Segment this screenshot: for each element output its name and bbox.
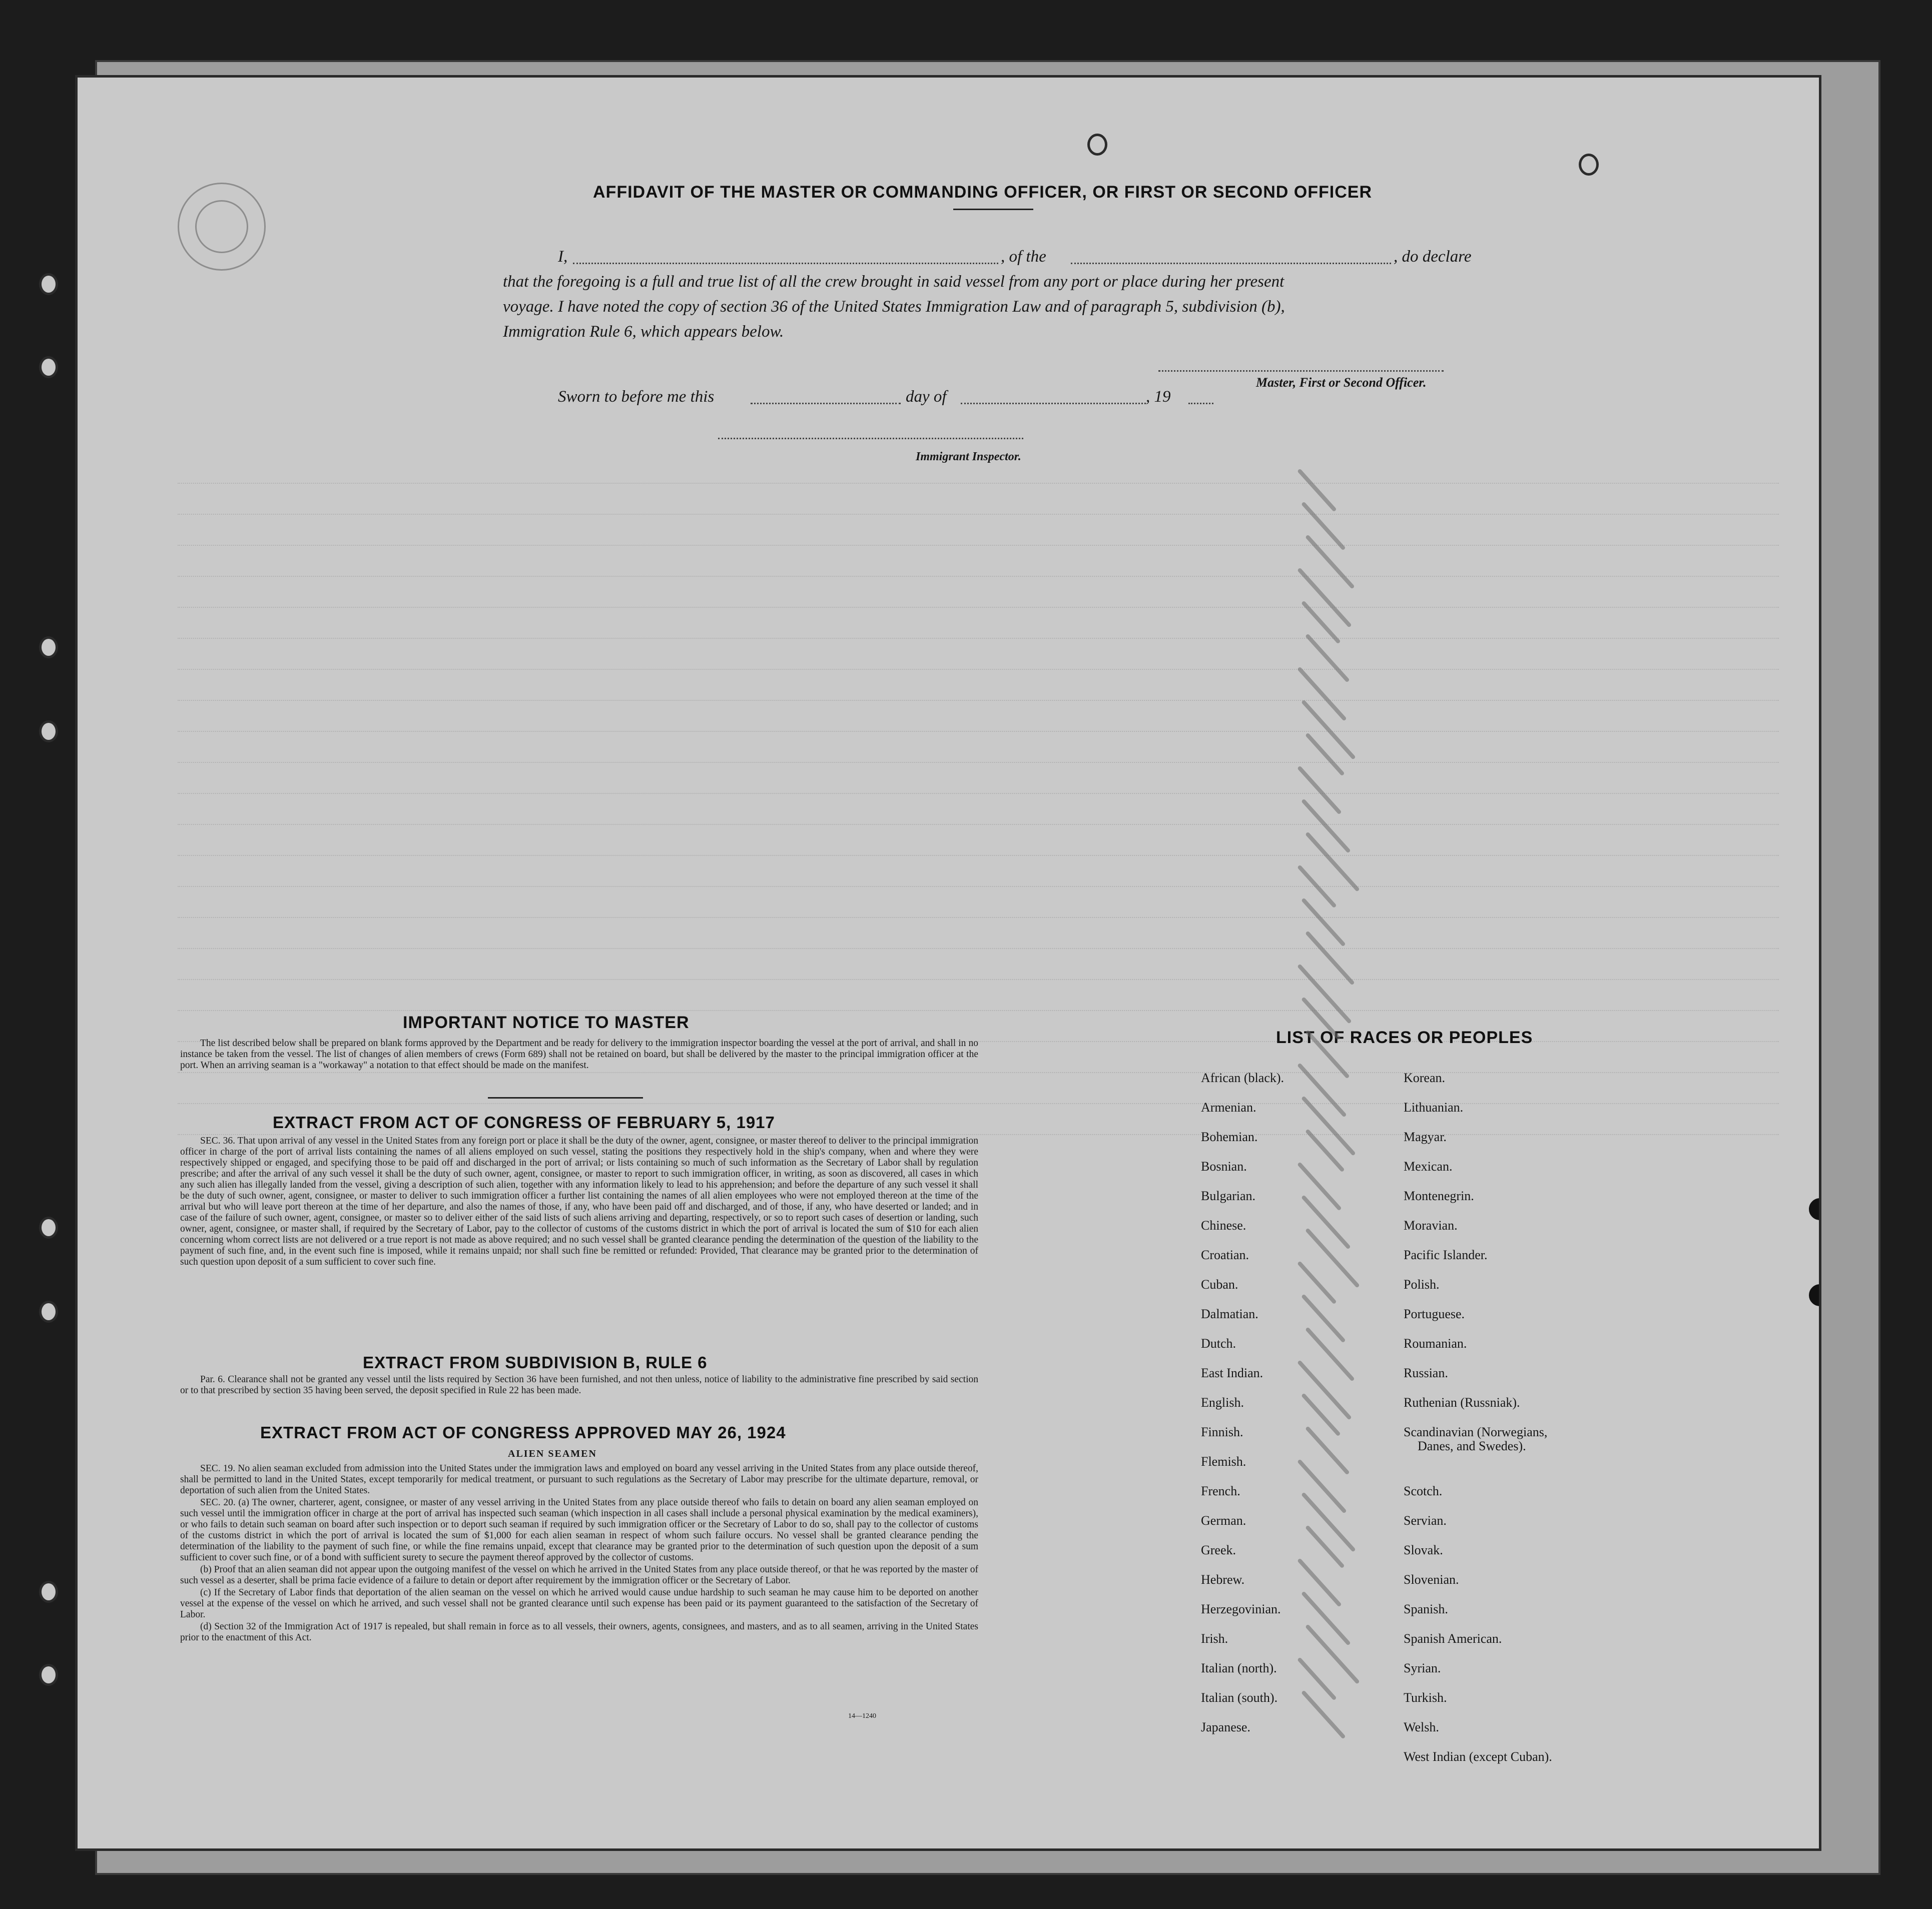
bleed-through-row bbox=[178, 654, 1779, 670]
punch-hole bbox=[1087, 134, 1107, 156]
race-item: Bulgarian. bbox=[1201, 1189, 1256, 1203]
race-item: Turkish. bbox=[1404, 1690, 1447, 1705]
bleed-through-row bbox=[178, 468, 1779, 484]
sworn-month-line bbox=[961, 403, 1146, 404]
race-item: Hebrew. bbox=[1201, 1572, 1245, 1587]
punch-hole bbox=[39, 1664, 58, 1686]
punch-hole bbox=[1819, 867, 1821, 889]
sec20b-paragraph: (b) Proof that an alien seaman did not appear upon the outgoing manifest of the vessel on which he arrived in the United States from any place outside thereof, or that he was reported by the master of such vessel as a deserter, shall be prima facie evidence of a failure to detain or deport after requirement by the immigration officer or the Secretary of Labor. bbox=[180, 1564, 978, 1586]
punch-hole bbox=[39, 720, 58, 742]
extract-rule6-text bbox=[180, 1374, 978, 1397]
race-item: African (black). bbox=[1201, 1071, 1284, 1085]
race-item: Spanish American. bbox=[1404, 1631, 1502, 1646]
affidavit-line3: voyage. I have noted the copy of section 36 of the United States Immigration Law and of paragraph 5, subdivision (b), bbox=[503, 298, 1285, 316]
race-item: Mexican. bbox=[1404, 1159, 1453, 1174]
race-item: Scotch. bbox=[1404, 1484, 1443, 1498]
extract-rule6-paragraph: Par. 6. Clearance shall not be granted any vessel until the lists required by Section 36 have been furnished, and not then unless, notice of liability to the administrative fine prescribed by said section or to that prescribed by section 35 having been served, the deposit specified in Rule 22 has been made. bbox=[180, 1374, 978, 1396]
extract-1924-title: EXTRACT FROM ACT OF CONGRESS APPROVED MAY 26, 1924 bbox=[260, 1423, 786, 1442]
sec20d-paragraph: (d) Section 32 of the Immigration Act of 1917 is repealed, but shall remain in force as to all vessels, their owners, agents, consignees, and masters, and as to all seamen, arriving in the United States prior to the enactment of this Act. bbox=[180, 1621, 978, 1643]
race-item: Greek. bbox=[1201, 1543, 1236, 1557]
race-item: Bohemian. bbox=[1201, 1130, 1258, 1144]
sworn-prefix: Sworn to before me this bbox=[558, 388, 715, 406]
punch-hole bbox=[39, 273, 58, 295]
bleed-through-row bbox=[178, 623, 1779, 639]
race-item: Slovak. bbox=[1404, 1543, 1443, 1557]
pen-mark bbox=[1297, 1162, 1342, 1211]
punch-hole bbox=[1809, 1284, 1821, 1306]
bleed-through-row bbox=[178, 1088, 1779, 1104]
notice-paragraph: The list described below shall be prepared on blank forms approved by the Department and be ready for delivery to the immigration inspector boarding the vessel at the port of arrival, and shall in no instance be taken from the vessel. The list of changes of alien members of crews (Form 689) shall not be retained on board, but shall be delivered by the master to the principal immigration officer at the port. When an arriving seaman is a "workaway" a notation to that effect should be made on the manifest. bbox=[180, 1038, 978, 1071]
sworn-year-line bbox=[1188, 403, 1213, 404]
race-item: Italian (south). bbox=[1201, 1690, 1278, 1705]
notice-rule bbox=[488, 1097, 643, 1099]
punch-hole bbox=[39, 356, 58, 378]
document-page bbox=[75, 75, 1821, 1851]
bleed-through-row bbox=[178, 809, 1779, 825]
punch-hole bbox=[39, 1581, 58, 1603]
notice-text bbox=[180, 1038, 978, 1072]
bleed-through-row bbox=[178, 778, 1779, 794]
sworn-suffix: , 19 bbox=[1146, 388, 1171, 406]
race-item: French. bbox=[1201, 1484, 1240, 1498]
race-item: Russian. bbox=[1404, 1366, 1448, 1380]
race-item: Dalmatian. bbox=[1201, 1307, 1258, 1321]
bleed-through-row bbox=[178, 871, 1779, 887]
punch-hole bbox=[1819, 709, 1821, 731]
race-item: Armenian. bbox=[1201, 1100, 1256, 1115]
extract-rule6-title: EXTRACT FROM SUBDIVISION B, RULE 6 bbox=[363, 1353, 708, 1372]
race-item: Irish. bbox=[1201, 1631, 1228, 1646]
race-item: Herzegovinian. bbox=[1201, 1602, 1281, 1616]
pen-mark bbox=[1301, 1195, 1351, 1249]
inspector-signature-line bbox=[718, 438, 1023, 439]
bleed-through-row bbox=[178, 685, 1779, 701]
race-item: Danes, and Swedes). bbox=[1418, 1439, 1526, 1453]
punch-hole bbox=[1579, 154, 1599, 176]
master-signature-line bbox=[1158, 370, 1444, 372]
punch-hole bbox=[39, 1301, 58, 1323]
race-item: Lithuanian. bbox=[1404, 1100, 1464, 1115]
embossed-seal-inner bbox=[195, 200, 248, 253]
vessel-field-line bbox=[1071, 263, 1391, 264]
race-item: Moravian. bbox=[1404, 1218, 1458, 1233]
race-item: Spanish. bbox=[1404, 1602, 1448, 1616]
bleed-through-row bbox=[178, 499, 1779, 515]
race-item: German. bbox=[1201, 1513, 1246, 1528]
sec20a-paragraph: SEC. 20. (a) The owner, charterer, agent, consignee, or master of any vessel arriving in the United States from any place outside thereof who fails to detain on board any alien seaman employed on such vessel until the immigration officer in charge at the port of arrival has inspected such seaman (which inspection in all cases shall include a personal physical examination by the medical examiners), or who fails to detain such seaman on board after such inspection or to deport such seaman if required by such immigration officer or the Secretary of Labor to do so, shall pay to the collector of customs of the customs district in which the port of arrival is located the sum of $1,000 for each alien seaman in respect of whom such failure occurs. No vessel shall be granted clearance pending the determination of the liability to the payment of such fine, or while the fine remains unpaid, except that clearance may be granted prior to the determination of such question upon the deposit of a sum sufficient to cover such fine, or of a bond with sufficient surety to secure the payment thereof approved by the collector of customs. bbox=[180, 1497, 978, 1563]
pen-mark bbox=[1297, 1558, 1342, 1607]
pen-mark bbox=[1301, 1492, 1356, 1552]
bleed-through-row bbox=[178, 592, 1779, 608]
bleed-through-row bbox=[178, 840, 1779, 856]
affidavit-title: AFFIDAVIT OF THE MASTER OR COMMANDING OFFICER, OR FIRST OR SECOND OFFICER bbox=[593, 183, 1372, 202]
extract-1924-text bbox=[180, 1463, 978, 1645]
extract-1917-title: EXTRACT FROM ACT OF CONGRESS OF FEBRUARY 5, 1917 bbox=[273, 1113, 775, 1132]
bleed-through-row bbox=[178, 902, 1779, 918]
race-item: Scandinavian (Norwegians, bbox=[1404, 1425, 1548, 1439]
bleed-through-row bbox=[178, 933, 1779, 949]
race-item: Korean. bbox=[1404, 1071, 1446, 1085]
race-item: Portuguese. bbox=[1404, 1307, 1465, 1321]
race-item: Ruthenian (Russniak). bbox=[1404, 1395, 1520, 1410]
sec19-paragraph: SEC. 19. No alien seaman excluded from admission into the United States under the immigration laws and employed on board any vessel arriving in the United States from any place outside thereof, shall be permitted to land in the United States, except temporarily for medical treatment, or pursuant to such regulations as the Secretary of Labor may prescribe for the ultimate departure, removal, or deportation of such alien from the United States. bbox=[180, 1463, 978, 1496]
race-item: Japanese. bbox=[1201, 1720, 1250, 1734]
race-item: Montenegrin. bbox=[1404, 1189, 1474, 1203]
race-item: Dutch. bbox=[1201, 1336, 1236, 1351]
notice-title: IMPORTANT NOTICE TO MASTER bbox=[403, 1013, 690, 1032]
race-item: Welsh. bbox=[1404, 1720, 1439, 1734]
alien-seamen-subtitle: ALIEN SEAMEN bbox=[508, 1448, 597, 1459]
race-item: Croatian. bbox=[1201, 1248, 1249, 1262]
race-item: Magyar. bbox=[1404, 1130, 1447, 1144]
bleed-through-row bbox=[178, 964, 1779, 980]
race-item: Bosnian. bbox=[1201, 1159, 1247, 1174]
affidavit-line1-prefix: I, bbox=[558, 248, 568, 266]
pen-mark bbox=[1301, 1294, 1346, 1343]
race-item: Slovenian. bbox=[1404, 1572, 1459, 1587]
race-item: Polish. bbox=[1404, 1277, 1440, 1292]
bleed-through-row bbox=[178, 561, 1779, 577]
affidavit-line2: that the foregoing is a full and true list of all the crew brought in said vessel from any port or place during her present bbox=[503, 273, 1284, 291]
race-item: Servian. bbox=[1404, 1513, 1447, 1528]
pen-mark bbox=[1305, 1426, 1350, 1475]
race-item: Chinese. bbox=[1201, 1218, 1246, 1233]
pen-mark bbox=[1301, 1690, 1346, 1739]
affidavit-title-rule bbox=[953, 209, 1033, 210]
race-item: Cuban. bbox=[1201, 1277, 1238, 1292]
bleed-through-row bbox=[178, 995, 1779, 1011]
bleed-through-row bbox=[178, 747, 1779, 763]
punch-hole bbox=[39, 1217, 58, 1239]
master-signature-label: Master, First or Second Officer. bbox=[1256, 375, 1427, 390]
affidavit-line4: Immigration Rule 6, which appears below. bbox=[503, 323, 784, 341]
race-item: East Indian. bbox=[1201, 1366, 1263, 1380]
race-item: Syrian. bbox=[1404, 1661, 1441, 1675]
races-title: LIST OF RACES OR PEOPLES bbox=[1276, 1028, 1533, 1047]
inspector-label: Immigrant Inspector. bbox=[916, 450, 1021, 463]
punch-hole bbox=[39, 636, 58, 658]
race-item: Pacific Islander. bbox=[1404, 1248, 1488, 1262]
sworn-day-line bbox=[751, 403, 901, 404]
affidavit-line1-mid: , of the bbox=[1001, 248, 1046, 266]
bleed-through-row bbox=[178, 716, 1779, 732]
race-item: Flemish. bbox=[1201, 1454, 1246, 1469]
race-item: English. bbox=[1201, 1395, 1244, 1410]
form-code: 14—1240 bbox=[848, 1712, 876, 1720]
extract-1917-paragraph: SEC. 36. That upon arrival of any vessel in the United States from any foreign port or place it shall be the duty of the owner, agent, consignee, or master thereof to deliver to the principal immigration officer in charge of the port of arrival lists containing the names of all aliens employed on such vessel, stating the positions they respectively hold in the ship's company, when and where they were respectively shipped or engaged, and specifying those to be paid off and discharged in the port of arrival; or lists containing so much of such information as the Secretary of Labor shall by regulation prescribe; and after the arrival of any such vessel it shall be the duty of such owner, agent, consignee, or master to report to such immigration officer, in writing, as soon as discovered, all cases in which any such alien has illegally landed from the vessel, giving a description of such alien, together with any information likely to lead to his apprehension; and before the departure of any such vessel it shall be the duty of such owner, agent, consignee, or master to deliver to such immigration officer a further list containing the names of all alien employees who were not employed thereon at the time of the arrival but who will leave port thereon at the time of her departure, and also the names of those, if any, who have been paid off and discharged, and of those, if any, who have deserted or landed; and in case of the failure of such owner, agent, consignee, or master so to deliver either of the said lists of such aliens arriving and departing, respectively, or so to report such cases of desertion or landing, such owner, agent, consignee, or master shall, if required by the Secretary of Labor, pay to the collector of customs of the customs district in which the port of arrival is located the sum of $10 for each alien concerning whom correct lists are not delivered or a true report is not made as above required; and no such vessel shall be granted clearance pending the determination of the question of the liability to the payment of such fine, and, in the event such fine is imposed, while it remains unpaid; nor shall such fine be remitted or refunded: Provided, That clearance may be granted prior to the determination of such question upon deposit of a sum sufficient to cover such fine. bbox=[180, 1136, 978, 1268]
bleed-through-row bbox=[178, 530, 1779, 546]
sworn-mid: day of bbox=[906, 388, 947, 406]
race-item: Finnish. bbox=[1201, 1425, 1243, 1439]
punch-hole bbox=[1819, 1564, 1821, 1586]
pen-mark bbox=[1301, 1591, 1351, 1645]
race-item: Italian (north). bbox=[1201, 1661, 1277, 1675]
sec20c-paragraph: (c) If the Secretary of Labor finds that deportation of the alien seaman on the vessel on which he arrived would cause undue hardship to such seaman he may cause him to be deported on another vessel at the expense of the vessel on which he arrived, and such vessel shall not be granted clearance until such expense has been paid or its payment guaranteed to the satisfaction of the Secretary of Labor. bbox=[180, 1587, 978, 1620]
race-item: Roumanian. bbox=[1404, 1336, 1467, 1351]
affidavit-line1-suffix: , do declare bbox=[1394, 248, 1472, 266]
extract-1917-text bbox=[180, 1136, 978, 1269]
name-field-line bbox=[573, 263, 998, 264]
punch-hole bbox=[1809, 1198, 1821, 1220]
race-item: West Indian (except Cuban). bbox=[1404, 1749, 1552, 1764]
